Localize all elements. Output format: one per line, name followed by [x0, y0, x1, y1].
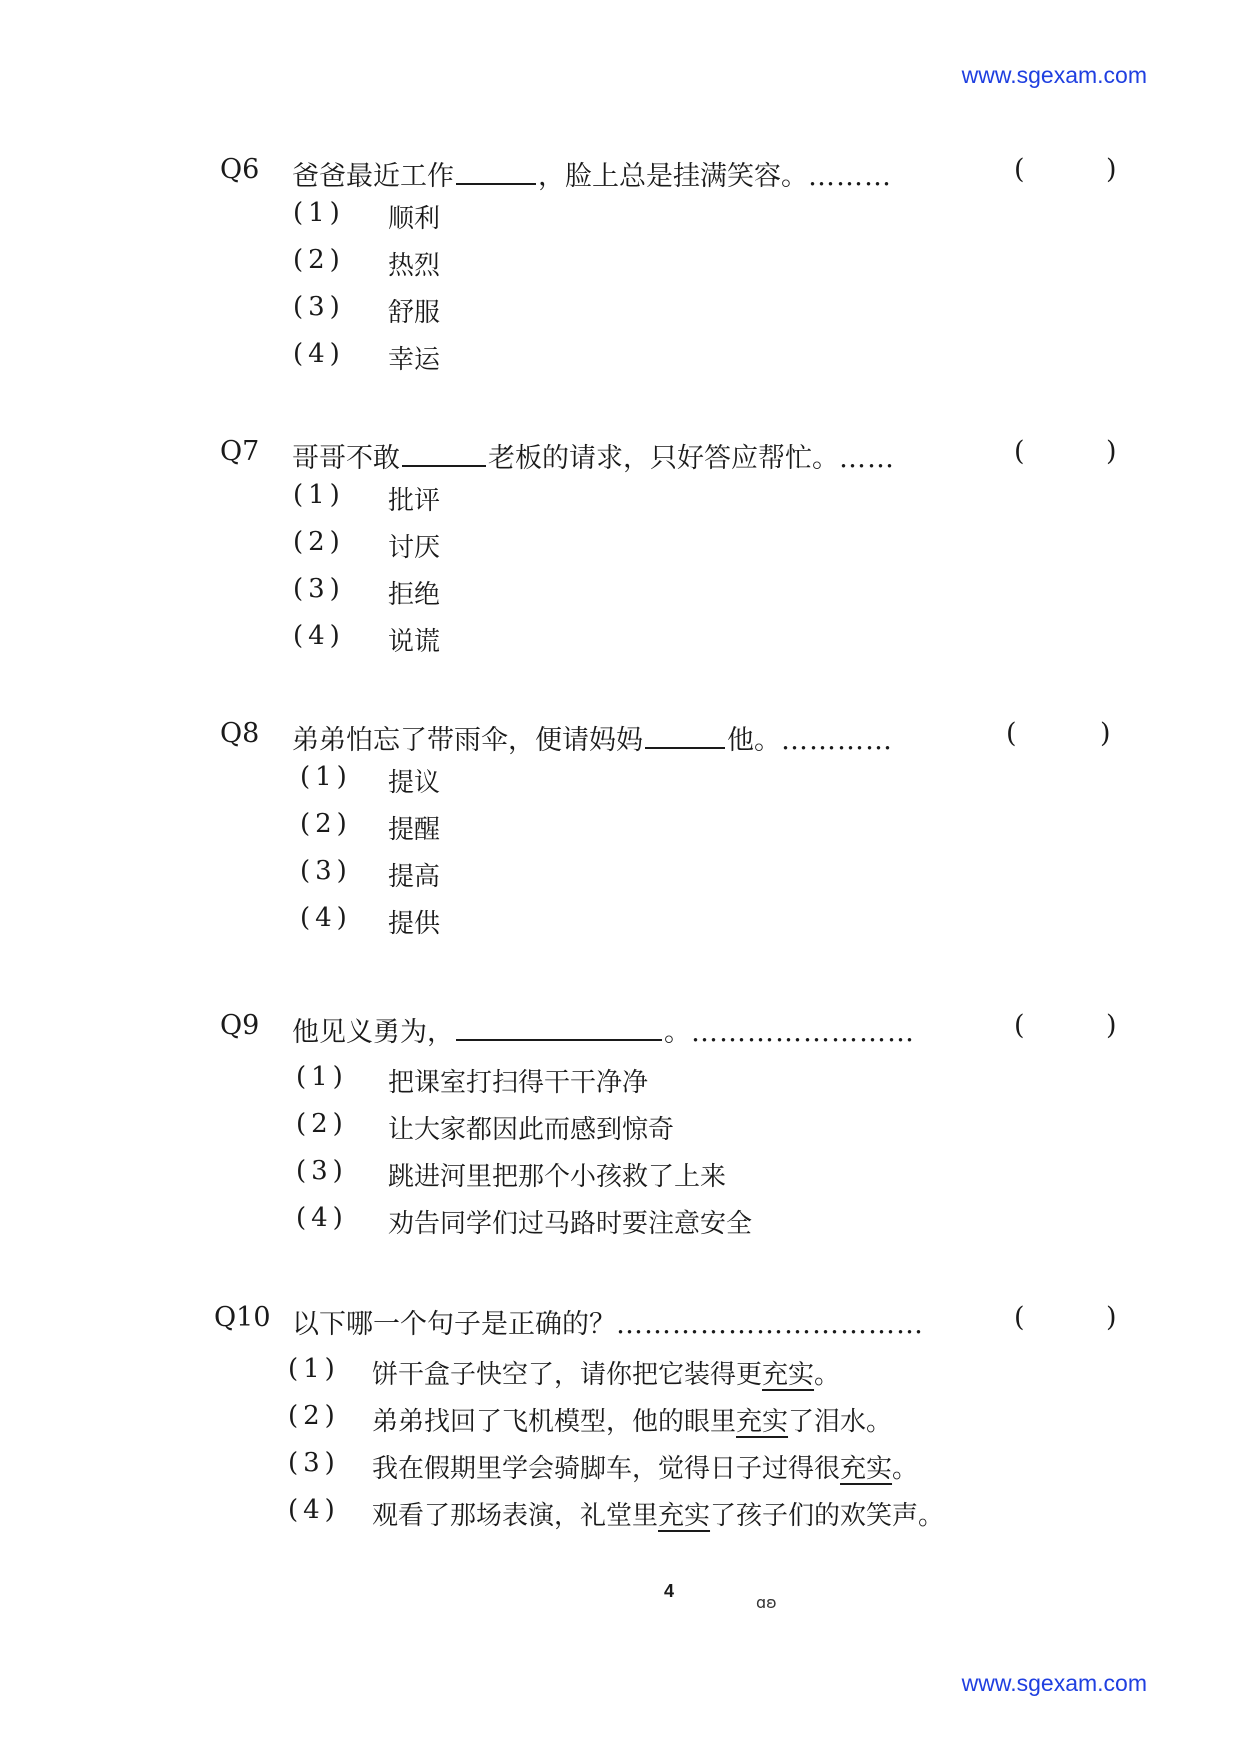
answer-paren-open: ( — [1006, 718, 1017, 749]
underlined-word: 充实 — [736, 1407, 789, 1437]
option — [0, 1350, 1239, 1397]
answer-blank — [456, 155, 536, 185]
answer-paren-close: ) — [1106, 1010, 1117, 1041]
leader-dots: …………………………… — [616, 1309, 924, 1340]
question-stem — [292, 1010, 915, 1049]
question-8 — [0, 718, 1239, 946]
question-number: Q6 — [220, 154, 260, 185]
leader-dots: …………………… — [691, 1017, 915, 1048]
option-text — [372, 1495, 944, 1532]
question-number: Q9 — [220, 1010, 260, 1041]
stem-text: 以下哪一个句子是正确的？ — [292, 1309, 616, 1340]
question-number: Q8 — [220, 718, 260, 749]
option-text: 舒服 — [388, 298, 441, 328]
option-text: 提议 — [388, 768, 441, 798]
option-text: 跳进河里把那个小孩救了上来 — [388, 1162, 727, 1192]
option-text: 顺利 — [388, 204, 441, 234]
option — [0, 288, 1239, 335]
option-number: (3) — [293, 574, 345, 604]
option-number: (4) — [288, 1495, 340, 1525]
option-text-before: 饼干盒子快空了，请你把它装得更 — [372, 1360, 763, 1390]
option-number: (3) — [300, 856, 352, 886]
underlined-word: 充实 — [762, 1360, 815, 1390]
option-number: (1) — [300, 762, 352, 792]
option-text-after: 了泪水。 — [788, 1407, 893, 1437]
option-number: (1) — [293, 480, 345, 510]
option-text-after: 了孩子们的欢笑声。 — [710, 1501, 945, 1531]
option-text: 提供 — [388, 909, 441, 939]
option-text — [372, 1401, 892, 1438]
leader-dots: ……… — [808, 161, 892, 192]
option-number: (2) — [293, 245, 345, 275]
option-number: (2) — [288, 1401, 340, 1431]
leader-dots: …… — [839, 443, 895, 474]
stem-before: 他见义勇为， — [292, 1017, 454, 1048]
option-number: (3) — [293, 292, 345, 322]
option-text: 把课室打扫得干干净净 — [388, 1068, 649, 1098]
option — [0, 1444, 1239, 1491]
answer-blank — [456, 1011, 662, 1041]
option-text: 提醒 — [388, 815, 441, 845]
option — [0, 617, 1239, 664]
answer-blank — [645, 719, 725, 749]
option-text — [372, 1354, 840, 1391]
option-number: (1) — [296, 1062, 348, 1092]
question-number: Q10 — [214, 1302, 271, 1333]
stem-before: 爸爸最近工作 — [292, 161, 454, 192]
option-text: 批评 — [388, 486, 441, 516]
underlined-word: 充实 — [658, 1501, 711, 1531]
option-text-before: 观看了那场表演，礼堂里 — [372, 1501, 659, 1531]
option — [0, 1105, 1239, 1152]
question-6 — [0, 154, 1239, 382]
option-text — [372, 1448, 918, 1485]
stem-after: 。 — [664, 1017, 691, 1048]
question-stem — [292, 436, 895, 475]
option-text-before: 弟弟找回了飞机模型，他的眼里 — [372, 1407, 737, 1437]
option-number: (4) — [296, 1203, 348, 1233]
option-number: (3) — [288, 1448, 340, 1478]
option-text: 劝告同学们过马路时要注意安全 — [388, 1209, 753, 1239]
option-text-after: 。 — [892, 1454, 919, 1484]
option — [0, 899, 1239, 946]
option-text-after: 。 — [814, 1360, 841, 1390]
answer-paren-open: ( — [1014, 1302, 1025, 1333]
stem-before: 弟弟怕忘了带雨伞，便请妈妈 — [292, 725, 643, 756]
option — [0, 1058, 1239, 1105]
stem-after: 他。 — [727, 725, 781, 756]
answer-paren-open: ( — [1014, 154, 1025, 185]
answer-paren-open: ( — [1014, 1010, 1025, 1041]
answer-paren-close: ) — [1106, 436, 1117, 467]
question-stem — [292, 154, 892, 193]
option-number: (1) — [293, 198, 345, 228]
option-number: (4) — [293, 339, 345, 369]
option-number: (3) — [296, 1156, 348, 1186]
option-number: (2) — [293, 527, 345, 557]
option-text: 讨厌 — [388, 533, 441, 563]
option — [0, 1491, 1239, 1538]
option-text-before: 我在假期里学会骑脚车，觉得日子过得很 — [372, 1454, 841, 1484]
stem-before: 哥哥不敢 — [292, 443, 400, 474]
option-text: 拒绝 — [388, 580, 441, 610]
option — [0, 241, 1239, 288]
page-number: 4 — [664, 1581, 675, 1601]
option-number: (4) — [293, 621, 345, 651]
option — [0, 758, 1239, 805]
stem-after: 老板的请求，只好答应帮忙。 — [488, 443, 839, 474]
answer-paren-close: ) — [1106, 154, 1117, 185]
option — [0, 476, 1239, 523]
answer-blank — [402, 437, 486, 467]
option — [0, 1152, 1239, 1199]
option — [0, 523, 1239, 570]
option-number: (2) — [300, 809, 352, 839]
stem-after: ，脸上总是挂满笑容。 — [538, 161, 808, 192]
option-text: 让大家都因此而感到惊奇 — [388, 1115, 675, 1145]
answer-paren-close: ) — [1106, 1302, 1117, 1333]
option — [0, 335, 1239, 382]
option-text: 幸运 — [388, 345, 441, 375]
option — [0, 570, 1239, 617]
handwritten-mark: ɑʚ — [756, 1593, 777, 1612]
question-7 — [0, 436, 1239, 664]
question-stem — [292, 718, 893, 757]
option — [0, 852, 1239, 899]
watermark-bottom[interactable]: www.sgexam.com — [961, 1670, 1147, 1696]
question-9 — [0, 1010, 1239, 1246]
answer-paren-open: ( — [1014, 436, 1025, 467]
option — [0, 1199, 1239, 1246]
watermark-top[interactable]: www.sgexam.com — [961, 62, 1147, 88]
option-number: (4) — [300, 903, 352, 933]
option-text: 说谎 — [388, 627, 441, 657]
leader-dots: ………… — [781, 725, 893, 756]
option-text: 提高 — [388, 862, 441, 892]
option-number: (1) — [288, 1354, 340, 1384]
option — [0, 1397, 1239, 1444]
answer-paren-close: ) — [1100, 718, 1111, 749]
option-number: (2) — [296, 1109, 348, 1139]
option-text: 热烈 — [388, 251, 441, 281]
option — [0, 194, 1239, 241]
option — [0, 805, 1239, 852]
question-10 — [0, 1302, 1239, 1538]
question-number: Q7 — [220, 436, 260, 467]
underlined-word: 充实 — [840, 1454, 893, 1484]
question-stem — [292, 1302, 924, 1341]
